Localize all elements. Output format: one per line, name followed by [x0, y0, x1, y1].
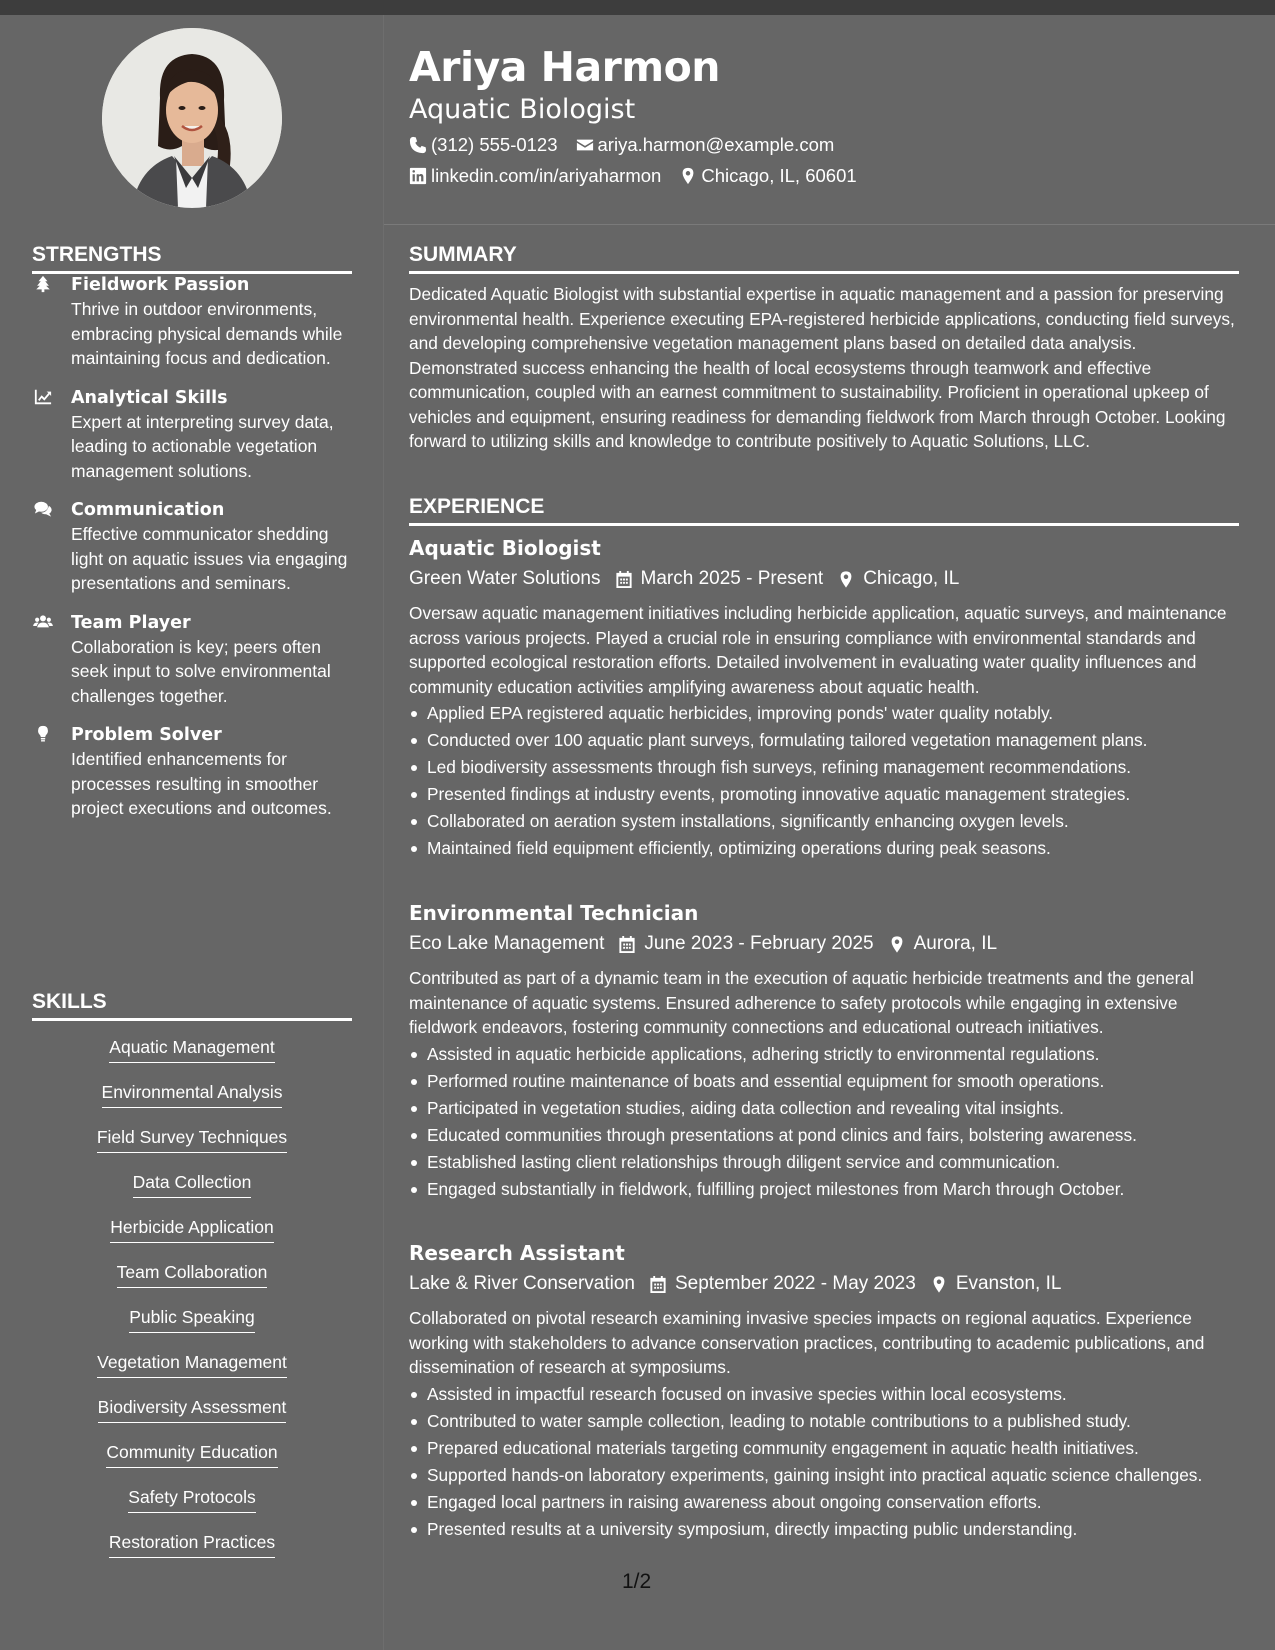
strength-desc: Thrive in outdoor environments, embracing physical demands while maintaining focus and dedication. [71, 299, 343, 368]
job-bullet: Engaged substantially in fieldwork, fulfilling project milestones from March through October. [409, 1177, 1239, 1202]
linkedin-contact[interactable] [409, 165, 661, 187]
calendar-icon [615, 570, 633, 589]
job-bullet: Led biodiversity assessments through fish surveys, refining management recommendations. [409, 755, 1239, 780]
skill-item: Restoration Practices [109, 1530, 275, 1558]
candidate-title: Aquatic Biologist [409, 94, 636, 125]
email-contact[interactable] [576, 134, 835, 156]
job-location: Evanston, IL [955, 1273, 1062, 1294]
strength-item [32, 273, 352, 371]
job-bullet: Supported hands-on laboratory experiments, gaining insight into practical aquatic science challenges. [409, 1463, 1239, 1488]
job-bullet: Collaborated on aeration system installations, significantly enhancing oxygen levels. [409, 809, 1239, 834]
summary-text: Dedicated Aquatic Biologist with substantial expertise in aquatic management and a passion for preserving environmental health. Experience executing EPA-registered herbicide applications, conducting field surveys, and developing comprehensive vegetation management plans based on detailed data analysis. Demonstrated success enhancing the health of local ecosystems through teamwork and effective communication, coupled with an earnest commitment to sustainability. Proficient in operational upkeep of vehicles and equipment, ensuring readiness for demanding fieldwork from March through October. Looking forward to utilizing skills and knowledge to contribute positively to Aquatic Solutions, LLC. [409, 284, 1235, 451]
job-meta [409, 563, 1239, 595]
job-dates: March 2025 - Present [640, 568, 824, 589]
job-bullet: Assisted in impactful research focused on invasive species within local ecosystems. [409, 1382, 1239, 1407]
job-bullets [409, 1042, 1239, 1202]
job-bullet: Conducted over 100 aquatic plant surveys, formulating tailored vegetation management plans. [409, 728, 1239, 753]
lightbulb-icon [32, 725, 54, 745]
map-pin-icon [837, 570, 855, 589]
strength-item [32, 498, 352, 596]
skill-item: Herbicide Application [110, 1215, 273, 1243]
job-description: Collaborated on pivotal research examining invasive species impacts on regional aquatics. Experience working with stakeholders to advance conservation practices, contributing to academic publications, and dissemination of research at symposiums. [409, 1308, 1205, 1377]
envelope-icon [576, 136, 594, 154]
skill-item: Public Speaking [129, 1305, 255, 1333]
sidebar [0, 15, 383, 1650]
summary-heading: SUMMARY [409, 243, 1239, 274]
job-bullet: Engaged local partners in raising awareness about ongoing conservation efforts. [409, 1490, 1239, 1515]
users-icon [32, 613, 54, 633]
strength-item [32, 611, 352, 709]
candidate-name: Ariya Harmon [409, 43, 720, 91]
job-bullet: Performed routine maintenance of boats and essential equipment for smooth operations. [409, 1069, 1239, 1094]
job-title: Aquatic Biologist [409, 536, 601, 560]
skill-item: Safety Protocols [128, 1485, 255, 1513]
email-text: ariya.harmon@example.com [597, 134, 835, 155]
contact-row [409, 134, 852, 156]
job-company: Lake & River Conservation [409, 1273, 635, 1294]
strengths-heading: STRENGTHS [32, 243, 352, 274]
experience-entry [409, 1240, 1239, 1544]
skill-item: Team Collaboration [117, 1260, 268, 1288]
top-bar [0, 0, 1275, 15]
job-bullet: Participated in vegetation studies, aiding data collection and revealing vital insights. [409, 1096, 1239, 1121]
job-bullet: Established lasting client relationships through diligent service and communication. [409, 1150, 1239, 1175]
contact-row-2 [409, 165, 875, 187]
experience-entry [409, 900, 1239, 1204]
strength-item [32, 723, 352, 821]
job-bullet: Applied EPA registered aquatic herbicides, improving ponds' water quality notably. [409, 701, 1239, 726]
job-title: Research Assistant [409, 1241, 625, 1265]
strength-desc: Identified enhancements for processes resulting in smoother project executions and outcomes. [71, 749, 332, 818]
phone-icon [409, 136, 427, 154]
job-bullet: Presented findings at industry events, promoting innovative aquatic management strategies. [409, 782, 1239, 807]
skill-item: Vegetation Management [97, 1350, 287, 1378]
strengths-list [32, 273, 352, 836]
strength-title: Communication [71, 500, 225, 520]
skill-item: Community Education [106, 1440, 277, 1468]
job-bullets [409, 701, 1239, 861]
job-dates: September 2022 - May 2023 [675, 1273, 916, 1294]
resume-header [384, 15, 1275, 225]
skill-item: Aquatic Management [109, 1035, 274, 1063]
job-location: Aurora, IL [913, 933, 998, 954]
job-company: Green Water Solutions [409, 568, 601, 589]
strength-title: Problem Solver [71, 725, 222, 745]
skills-list [32, 1035, 352, 1575]
job-meta [409, 928, 1239, 960]
job-description: Oversaw aquatic management initiatives including herbicide application, aquatic surveys, and maintenance across various projects. Played a crucial role in ensuring compliance with environmental standards and supported ecological restoration efforts. Detailed involvement in evaluating water quality influences and community education activities amplifying awareness about aquatic health. [409, 603, 1227, 697]
page-number: 1/2 [622, 1570, 652, 1593]
map-pin-icon [888, 935, 906, 954]
strength-item [32, 386, 352, 484]
location-text: Chicago, IL, 60601 [701, 165, 857, 186]
strength-title: Fieldwork Passion [71, 275, 250, 295]
strength-desc: Expert at interpreting survey data, leading to actionable vegetation management solutions. [71, 411, 334, 481]
experience-entry [409, 535, 1239, 863]
map-pin-icon [679, 167, 697, 185]
strength-desc: Collaboration is key; peers often seek input to solve environmental challenges together. [71, 636, 331, 706]
linkedin-text: linkedin.com/in/ariyaharmon [431, 165, 662, 186]
job-description: Contributed as part of a dynamic team in the execution of aquatic herbicide treatments and the general maintenance of aquatic systems. Ensured adherence to safety protocols while engaging in extensive fieldwork endeavors, fostering community connections and educational outreach initiatives. [409, 968, 1194, 1037]
comments-icon [32, 500, 54, 520]
calendar-icon [618, 935, 636, 954]
job-bullet: Prepared educational materials targeting community engagement in aquatic health initiatives. [409, 1436, 1239, 1461]
phone-contact[interactable] [409, 134, 558, 156]
job-company: Eco Lake Management [409, 933, 605, 954]
job-bullet: Maintained field equipment efficiently, optimizing operations during peak seasons. [409, 836, 1239, 861]
phone-text: (312) 555-0123 [431, 134, 558, 155]
job-bullet: Presented results at a university symposium, directly impacting public understanding. [409, 1517, 1239, 1542]
job-dates: June 2023 - February 2025 [644, 933, 874, 954]
skill-item: Environmental Analysis [102, 1080, 283, 1108]
job-bullet: Contributed to water sample collection, leading to notable contributions to a published study. [409, 1409, 1239, 1434]
skills-heading: SKILLS [32, 990, 352, 1021]
job-bullet: Educated communities through presentations at pond clinics and fairs, bolstering awareness. [409, 1123, 1239, 1148]
skill-item: Field Survey Techniques [97, 1125, 287, 1153]
main-content [383, 15, 1275, 1650]
tree-icon [32, 275, 54, 295]
strength-title: Analytical Skills [71, 387, 228, 408]
profile-photo [102, 28, 282, 208]
linkedin-icon [409, 167, 427, 185]
job-meta [409, 1268, 1239, 1300]
job-bullet: Assisted in aquatic herbicide applications, adhering strictly to environmental regulations. [409, 1042, 1239, 1067]
job-bullets [409, 1382, 1239, 1542]
map-pin-icon [930, 1275, 948, 1294]
location-contact [679, 165, 856, 187]
chart-line-icon [32, 388, 54, 408]
skill-item: Biodiversity Assessment [98, 1395, 287, 1423]
job-title: Environmental Technician [409, 901, 699, 925]
job-location: Chicago, IL [863, 568, 960, 589]
strength-title: Team Player [71, 612, 191, 633]
skill-item: Data Collection [133, 1170, 252, 1198]
strength-desc: Effective communicator shedding light on aquatic issues via engaging presentations and seminars. [71, 524, 348, 593]
calendar-icon [649, 1275, 667, 1294]
experience-heading: EXPERIENCE [409, 495, 1239, 526]
